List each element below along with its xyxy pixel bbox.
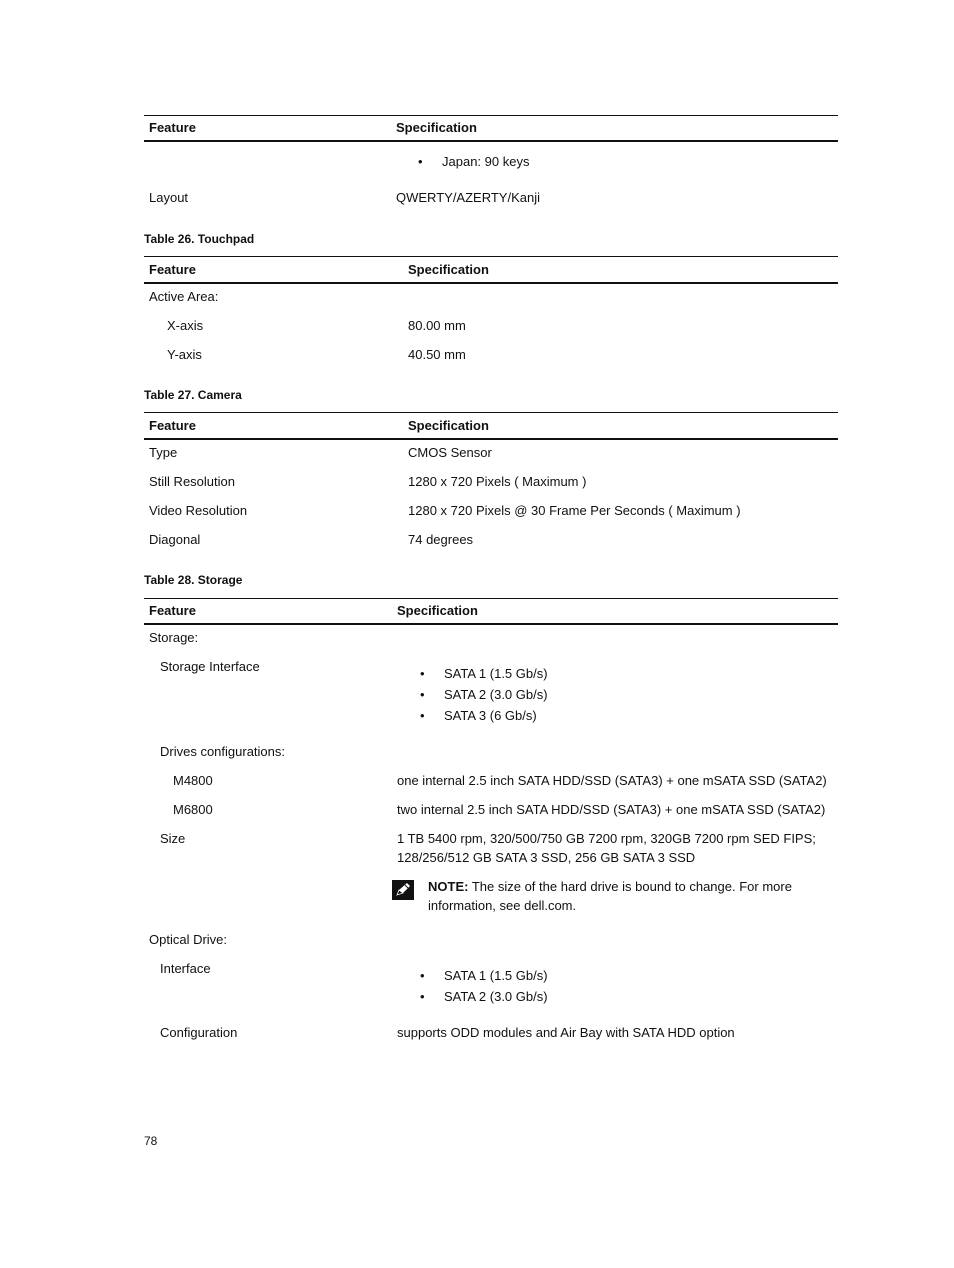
page-number: 78 (144, 1134, 158, 1148)
camera-header-rule (144, 438, 838, 440)
camera-diagonal-value: 74 degrees (408, 532, 474, 547)
top-table-header-spec: Specification (396, 120, 477, 135)
note-text-line1 (428, 879, 792, 894)
storage-interface-bullet-2: • SATA 2 (3.0 Gb/s) (444, 687, 548, 702)
storage-top-rule (144, 598, 838, 599)
camera-diagonal-label: Diagonal (149, 532, 201, 547)
storage-label: Storage: (149, 630, 199, 645)
configuration-label: Configuration (160, 1025, 238, 1040)
m4800-label: M4800 (173, 773, 213, 788)
configuration-value: supports ODD modules and Air Bay with SATA HDD option (397, 1025, 735, 1040)
camera-header-feature: Feature (149, 418, 196, 433)
size-value-line1: 1 TB 5400 rpm, 320/500/750 GB 7200 rpm, 320GB 7200 rpm SED FIPS; (397, 831, 816, 846)
m6800-label: M6800 (173, 802, 213, 817)
x-axis-value: 80.00 mm (408, 318, 466, 333)
note-text-line2: information, see dell.com. (428, 898, 577, 913)
optical-interface-label: Interface (160, 961, 211, 976)
layout-label: Layout (149, 190, 189, 205)
camera-caption: Table 27. Camera (144, 388, 242, 402)
top-table-bullet: • Japan: 90 keys (442, 154, 529, 169)
touchpad-top-rule (144, 256, 838, 257)
touchpad-caption: Table 26. Touchpad (144, 232, 255, 246)
touchpad-header-feature: Feature (149, 262, 196, 277)
touchpad-header-rule (144, 282, 838, 284)
storage-header-spec: Specification (397, 603, 478, 618)
storage-caption: Table 28. Storage (144, 573, 243, 587)
size-label: Size (160, 831, 186, 846)
note-prefix: NOTE: (428, 879, 469, 894)
top-table-header-rule (144, 140, 838, 142)
active-area-label: Active Area: (149, 289, 219, 304)
size-value-line2: 128/256/512 GB SATA 3 SSD, 256 GB SATA 3 SSD (397, 850, 696, 865)
camera-type-value: CMOS Sensor (408, 445, 492, 460)
x-axis-label: X-axis (167, 318, 204, 333)
note-pencil-icon (392, 880, 414, 900)
y-axis-label: Y-axis (167, 347, 202, 362)
m6800-value: two internal 2.5 inch SATA HDD/SSD (SATA3) + one mSATA SSD (SATA2) (397, 802, 826, 817)
camera-header-spec: Specification (408, 418, 489, 433)
storage-header-feature: Feature (149, 603, 196, 618)
camera-still-label: Still Resolution (149, 474, 235, 489)
camera-video-value: 1280 x 720 Pixels @ 30 Frame Per Seconds ( Maximum ) (408, 503, 741, 518)
layout-value: QWERTY/AZERTY/Kanji (396, 190, 540, 205)
camera-video-label: Video Resolution (149, 503, 248, 518)
storage-interface-bullet-3: • SATA 3 (6 Gb/s) (444, 708, 537, 723)
optical-drive-label: Optical Drive: (149, 932, 228, 947)
y-axis-value: 40.50 mm (408, 347, 466, 362)
camera-type-label: Type (149, 445, 178, 460)
m4800-value: one internal 2.5 inch SATA HDD/SSD (SATA3) + one mSATA SSD (SATA2) (397, 773, 827, 788)
optical-interface-bullet-2: • SATA 2 (3.0 Gb/s) (444, 989, 548, 1004)
camera-top-rule (144, 412, 838, 413)
optical-interface-bullet-1: • SATA 1 (1.5 Gb/s) (444, 968, 548, 983)
camera-still-value: 1280 x 720 Pixels ( Maximum ) (408, 474, 587, 489)
storage-header-rule (144, 623, 838, 625)
top-table-header-feature: Feature (149, 120, 196, 135)
drives-configurations-label: Drives configurations: (160, 744, 285, 759)
top-table-top-rule (144, 115, 838, 116)
storage-interface-bullet-1: • SATA 1 (1.5 Gb/s) (444, 666, 548, 681)
storage-interface-label: Storage Interface (160, 659, 260, 674)
note-body: The size of the hard drive is bound to change. For more (468, 879, 792, 894)
touchpad-header-spec: Specification (408, 262, 489, 277)
